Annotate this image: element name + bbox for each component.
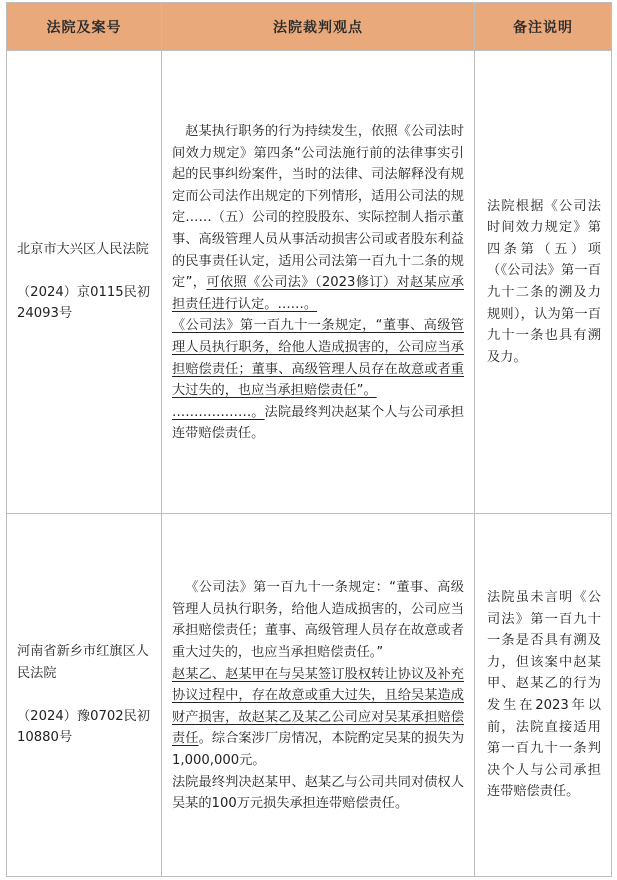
case-number: （2024）京0115民初24093号 xyxy=(17,284,151,322)
opinion-underlined-text: ………………。 xyxy=(172,404,265,420)
opinion-underlined-text: 可依照《公司法》（2023修订）对赵某应承担责任进行认定。……。 xyxy=(172,275,464,312)
opinion-text: 赵某执行职务的行为持续发生，依照《公司法时间效力规定》第四条“公司法施行前的法律事实引起的民事纠纷案件，当时的法律、司法解释没有规定而公司法作出规定的下列情形，适用公司法的规定……（五）公司的控股股东、实际控制人指示董事、高级管理人员从事活动损害公司或者股东利益的民事责任认定，适用公司法第一百九十二条的规定”， xyxy=(172,124,464,291)
header-notes: 备注说明 xyxy=(475,3,612,51)
table-row xyxy=(7,51,612,514)
table-row xyxy=(7,514,612,877)
note-cell: 法院虽未言明《公司法》第一百九十一条是否具有溯及力，但该案中赵某甲、赵某乙的行为发生在2023年以前，法院直接适用第一百九十一条判决个人与公司承担连带赔偿责任。 xyxy=(475,514,612,877)
note-cell: 法院根据《公司法时间效力规定》第四条第（五）项（《公司法》第一百九十二条的溯及力规则），认为第一百九十一条也具有溯及力。 xyxy=(475,51,612,514)
opinion-paragraph xyxy=(172,772,464,815)
opinion-underlined-text: 赵某乙、赵某甲在与吴某签订股权转让协议及补充协议过程中，存在故意或重大过失，且给吴某造成财产损害，故赵某乙及某乙公司应对吴某承担赔偿责任 xyxy=(172,666,464,747)
opinion-text: 。综合案涉厂房情况，本院酌定吴某的损失为1,000,000元。 xyxy=(172,731,465,768)
opinion-paragraph xyxy=(172,577,464,663)
header-row xyxy=(7,3,612,51)
comparison-table xyxy=(6,2,612,877)
court-cell xyxy=(7,51,162,514)
header-court-opinion: 法院裁判观点 xyxy=(162,3,475,51)
opinion-text: 法院最终判决赵某个人与公司承担连带赔偿责任。 xyxy=(172,404,464,442)
opinion-cell xyxy=(162,51,475,514)
header-court-case: 法院及案号 xyxy=(7,3,162,51)
opinion-paragraph xyxy=(172,315,464,401)
opinion-cell xyxy=(162,514,475,877)
opinion-text: 《公司法》第一百九十一条规定：“董事、高级管理人员执行职务，给他人造成损害的，公司应当承担赔偿责任；董事、高级管理人员存在故意或者重大过失的，也应当承担赔偿责任。” xyxy=(172,580,464,661)
court-name: 北京市大兴区人民法院 xyxy=(17,242,149,258)
opinion-underlined-text: 《公司法》第一百九十一条规定，“董事、高级管理人员执行职务，给他人造成损害的，公司应当承担赔偿责任；董事、高级管理人员存在故意或者重大过失的，也应当承担赔偿责任”。 xyxy=(172,318,464,399)
opinion-paragraph xyxy=(172,664,464,772)
opinion-text: 法院最终判决赵某甲、赵某乙与公司共同对债权人吴某的100万元损失承担连带赔偿责任。 xyxy=(172,774,464,812)
opinion-paragraph xyxy=(172,402,464,445)
judgment-table xyxy=(6,2,611,877)
court-cell xyxy=(7,514,162,877)
court-name: 河南省新乡市红旗区人民法院 xyxy=(17,644,149,681)
case-number: （2024）豫0702民初10880号 xyxy=(17,708,151,746)
opinion-paragraph xyxy=(172,121,464,315)
